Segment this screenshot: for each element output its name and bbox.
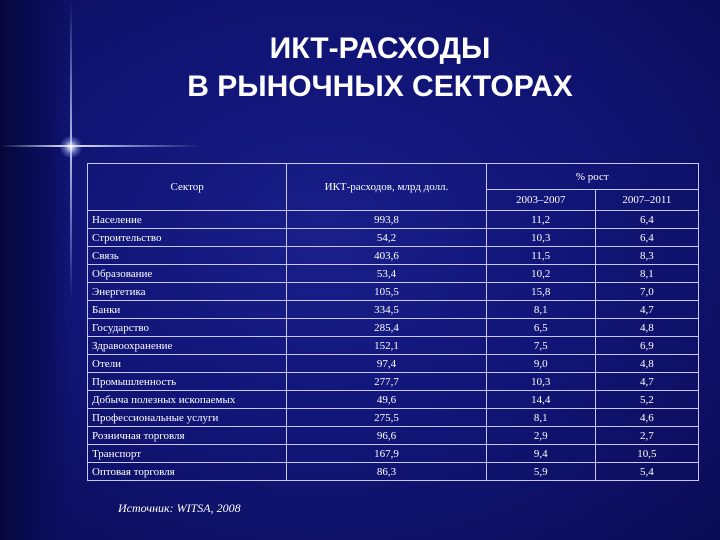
row-spend: 152,1 bbox=[287, 337, 486, 355]
row-growth-2003-2007: 10,3 bbox=[486, 373, 595, 391]
row-sector: Розничная торговля bbox=[88, 427, 287, 445]
row-growth-2003-2007: 6,5 bbox=[486, 319, 595, 337]
row-spend: 54,2 bbox=[287, 229, 486, 247]
header-spend: ИКТ-расходов, млрд долл. bbox=[287, 164, 486, 211]
slide-title-line-2: В РЫНОЧНЫХ СЕКТОРАХ bbox=[187, 70, 573, 103]
table-row bbox=[88, 445, 699, 463]
row-spend: 86,3 bbox=[287, 463, 486, 481]
row-spend: 96,6 bbox=[287, 427, 486, 445]
table-row bbox=[88, 211, 699, 229]
row-spend: 105,5 bbox=[287, 283, 486, 301]
row-growth-2003-2007: 5,9 bbox=[486, 463, 595, 481]
row-spend: 167,9 bbox=[287, 445, 486, 463]
table-body bbox=[88, 211, 699, 481]
table-row bbox=[88, 409, 699, 427]
row-sector: Население bbox=[88, 211, 287, 229]
source-note: Источник: WITSA, 2008 bbox=[118, 501, 241, 515]
row-growth-2007-2011: 4,6 bbox=[595, 409, 698, 427]
table-row bbox=[88, 337, 699, 355]
row-spend: 97,4 bbox=[287, 355, 486, 373]
table-row bbox=[88, 319, 699, 337]
row-growth-2007-2011: 6,4 bbox=[595, 211, 698, 229]
row-growth-2007-2011: 2,7 bbox=[595, 427, 698, 445]
row-sector: Отели bbox=[88, 355, 287, 373]
row-growth-2003-2007: 9,0 bbox=[486, 355, 595, 373]
row-growth-2003-2007: 10,2 bbox=[486, 265, 595, 283]
row-growth-2003-2007: 11,5 bbox=[486, 247, 595, 265]
row-growth-2003-2007: 14,4 bbox=[486, 391, 595, 409]
row-growth-2007-2011: 5,4 bbox=[595, 463, 698, 481]
row-sector: Строительство bbox=[88, 229, 287, 247]
row-sector: Транспорт bbox=[88, 445, 287, 463]
slide-title-line-1: ИКТ-РАСХОДЫ bbox=[269, 32, 491, 65]
row-growth-2007-2011: 8,3 bbox=[595, 247, 698, 265]
row-spend: 277,7 bbox=[287, 373, 486, 391]
table-row bbox=[88, 355, 699, 373]
row-sector: Оптовая торговля bbox=[88, 463, 287, 481]
row-sector: Энергетика bbox=[88, 283, 287, 301]
table-row bbox=[88, 391, 699, 409]
light-flare-horizontal bbox=[0, 145, 200, 147]
table-row bbox=[88, 247, 699, 265]
row-spend: 993,8 bbox=[287, 211, 486, 229]
row-growth-2007-2011: 7,0 bbox=[595, 283, 698, 301]
row-growth-2007-2011: 4,8 bbox=[595, 319, 698, 337]
background-side-band bbox=[0, 0, 70, 540]
row-spend: 285,4 bbox=[287, 319, 486, 337]
table-row bbox=[88, 463, 699, 481]
row-growth-2003-2007: 11,2 bbox=[486, 211, 595, 229]
row-sector: Связь bbox=[88, 247, 287, 265]
header-period-2: 2007–2011 bbox=[595, 190, 698, 211]
row-spend: 275,5 bbox=[287, 409, 486, 427]
slide-title bbox=[110, 30, 650, 106]
row-spend: 49,6 bbox=[287, 391, 486, 409]
header-sector: Сектор bbox=[88, 164, 287, 211]
row-growth-2003-2007: 2,9 bbox=[486, 427, 595, 445]
row-spend: 403,6 bbox=[287, 247, 486, 265]
row-spend: 53,4 bbox=[287, 265, 486, 283]
table-row bbox=[88, 265, 699, 283]
row-growth-2007-2011: 10,5 bbox=[595, 445, 698, 463]
table-row bbox=[88, 427, 699, 445]
row-growth-2007-2011: 4,7 bbox=[595, 373, 698, 391]
table-row bbox=[88, 301, 699, 319]
ict-spending-table bbox=[87, 163, 699, 481]
row-growth-2003-2007: 9,4 bbox=[486, 445, 595, 463]
row-growth-2007-2011: 5,2 bbox=[595, 391, 698, 409]
row-growth-2003-2007: 10,3 bbox=[486, 229, 595, 247]
row-sector: Банки bbox=[88, 301, 287, 319]
row-sector: Здравоохранение bbox=[88, 337, 287, 355]
table-row bbox=[88, 283, 699, 301]
row-growth-2007-2011: 4,7 bbox=[595, 301, 698, 319]
light-flare-glow bbox=[60, 136, 82, 158]
table-row bbox=[88, 373, 699, 391]
row-growth-2007-2011: 4,8 bbox=[595, 355, 698, 373]
row-growth-2007-2011: 6,4 bbox=[595, 229, 698, 247]
row-growth-2003-2007: 8,1 bbox=[486, 301, 595, 319]
row-growth-2007-2011: 8,1 bbox=[595, 265, 698, 283]
row-sector: Государство bbox=[88, 319, 287, 337]
row-growth-2003-2007: 15,8 bbox=[486, 283, 595, 301]
row-growth-2003-2007: 7,5 bbox=[486, 337, 595, 355]
row-growth-2003-2007: 8,1 bbox=[486, 409, 595, 427]
row-sector: Профессиональные услуги bbox=[88, 409, 287, 427]
row-growth-2007-2011: 6,9 bbox=[595, 337, 698, 355]
row-sector: Промышленность bbox=[88, 373, 287, 391]
row-sector: Образование bbox=[88, 265, 287, 283]
table-row bbox=[88, 229, 699, 247]
row-spend: 334,5 bbox=[287, 301, 486, 319]
header-growth: % рост bbox=[486, 164, 698, 190]
header-period-1: 2003–2007 bbox=[486, 190, 595, 211]
row-sector: Добыча полезных ископаемых bbox=[88, 391, 287, 409]
